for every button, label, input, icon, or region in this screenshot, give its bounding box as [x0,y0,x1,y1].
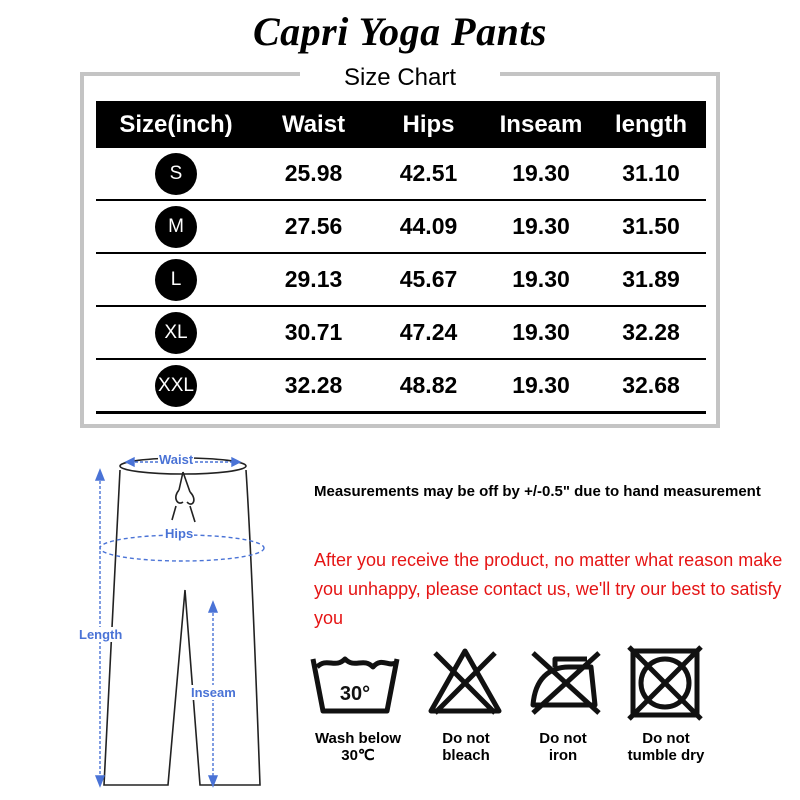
measurement-note: Measurements may be off by +/-0.5" due to hand measurement [314,483,761,500]
inseam-cell: 19.30 [486,200,596,253]
bleach-caption: Do not bleach [442,730,490,764]
waist-cell: 27.56 [256,200,371,253]
tumble-caption: Do not tumble dry [627,730,705,764]
length-cell: 31.50 [596,200,706,253]
inseam-cell: 19.30 [486,148,596,200]
header-size: Size(inch) [96,101,256,148]
inseam-cell: 19.30 [486,359,596,413]
size-badge: M [155,206,197,248]
waist-cell: 30.71 [256,306,371,359]
length-cell: 31.89 [596,253,706,306]
length-cell: 32.28 [596,306,706,359]
size-table [96,101,706,414]
header-waist: Waist [256,101,371,148]
no-tumble-dry-icon [600,645,730,730]
hips-cell: 47.24 [371,306,486,359]
inseam-cell: 19.30 [486,306,596,359]
waist-cell: 29.13 [256,253,371,306]
inseam-label: Inseam [191,685,236,700]
header-inseam: Inseam [486,101,596,148]
length-cell: 31.10 [596,148,706,200]
hips-cell: 45.67 [371,253,486,306]
pants-outline-icon [60,440,300,790]
hips-cell: 42.51 [371,148,486,200]
table-header-row [96,101,706,148]
table-row [96,253,706,306]
waist-cell: 25.98 [256,148,371,200]
table-row [96,359,706,413]
hips-cell: 44.09 [371,200,486,253]
size-badge: S [155,153,197,195]
size-badge: L [155,259,197,301]
hips-label: Hips [165,526,194,541]
length-label: Length [79,627,123,642]
page-title: Capri Yoga Pants [253,9,547,54]
inseam-cell: 19.30 [486,253,596,306]
iron-caption: Do not iron [539,730,587,764]
satisfaction-message: After you receive the product, no matter what reason make you unhappy, please contact us, we'll try our best to satisfy you [314,550,783,628]
pants-measurement-diagram [60,440,300,790]
waist-cell: 32.28 [256,359,371,413]
hips-cell: 48.82 [371,359,486,413]
size-chart-subtitle: Size Chart [300,60,500,96]
wash-temp-text: 30° [339,683,371,705]
waist-label: Waist [159,452,194,467]
wash-caption: Wash below 30℃ [314,730,402,764]
size-badge: XL [155,312,197,354]
header-hips: Hips [371,101,486,148]
header-length: length [596,101,706,148]
length-cell: 32.68 [596,359,706,413]
size-badge: XXL [155,365,197,407]
table-row [96,306,706,359]
table-row [96,148,706,200]
table-row [96,200,706,253]
